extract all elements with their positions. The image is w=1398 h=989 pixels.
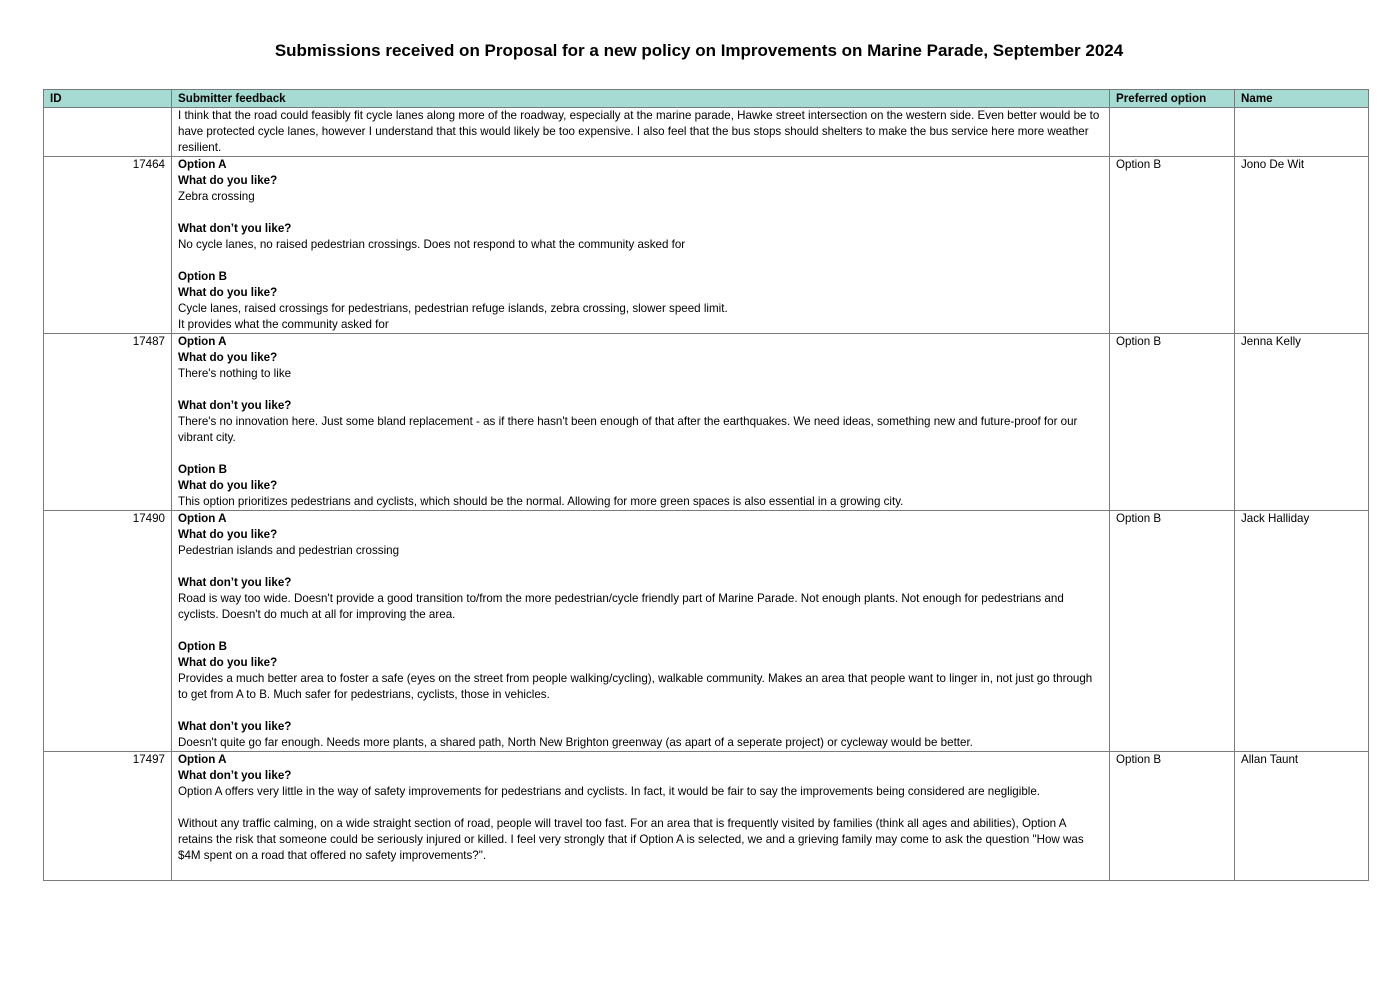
feedback-text xyxy=(178,800,1103,816)
feedback-text xyxy=(178,253,1103,269)
preferred-option: Option B xyxy=(1110,157,1235,334)
submitter-feedback xyxy=(172,752,1110,881)
table-row xyxy=(44,334,1369,511)
feedback-heading: What do you like? xyxy=(178,286,278,299)
submission-id xyxy=(44,108,172,157)
submitter-name xyxy=(1235,108,1369,157)
submitter-name: Jack Halliday xyxy=(1235,511,1369,752)
feedback-heading: Option B xyxy=(178,270,227,283)
feedback-heading: What do you like? xyxy=(178,174,278,187)
table-row xyxy=(44,752,1369,881)
feedback-heading: What do you like? xyxy=(178,351,278,364)
feedback-text: Cycle lanes, raised crossings for pedestrians, pedestrian refuge islands, zebra crossing, slower speed limit. xyxy=(178,302,728,315)
feedback-text: There's no innovation here. Just some bland replacement - as if there hasn't been enough of that after the earthquakes. We need ideas, something new and future-proof for our vibrant city. xyxy=(178,415,1078,444)
column-header-id: ID xyxy=(44,90,172,108)
submitter-name: Jono De Wit xyxy=(1235,157,1369,334)
feedback-text: Zebra crossing xyxy=(178,190,255,203)
column-header-feedback: Submitter feedback xyxy=(172,90,1110,108)
feedback-text xyxy=(178,703,1103,719)
feedback-text: Provides a much better area to foster a safe (eyes on the street from people walking/cycling), walkable community. Makes an area that people want to linger in, not just go through to get from A to B. Much safer for pedestrians, cyclists, those in vehicles. xyxy=(178,672,1093,701)
feedback-text: Doesn't quite go far enough. Needs more plants, a shared path, North New Brighton greenway (as apart of a seperate project) or cycleway would be better. xyxy=(178,736,973,749)
preferred-option: Option B xyxy=(1110,511,1235,752)
submitter-feedback xyxy=(172,108,1110,157)
feedback-text: There's nothing to like xyxy=(178,367,292,380)
feedback-text xyxy=(178,559,1103,575)
table-header-row xyxy=(44,90,1369,108)
feedback-heading: What don’t you like? xyxy=(178,720,292,733)
feedback-text: Pedestrian islands and pedestrian crossing xyxy=(178,544,400,557)
feedback-heading: Option A xyxy=(178,753,227,766)
feedback-text xyxy=(178,623,1103,639)
feedback-heading: What don’t you like? xyxy=(178,399,292,412)
feedback-heading: Option A xyxy=(178,512,227,525)
feedback-heading: What don’t you like? xyxy=(178,222,292,235)
submitter-feedback xyxy=(172,511,1110,752)
feedback-text: I think that the road could feasibly fit cycle lanes along more of the roadway, especially at the marine parade, Hawke street intersection on the western side. Even better would be to have protected cycle lanes, however I understand that this would likely be too expensive. I also feel that the bus stops should shelters to make the bus service here more weather resilient. xyxy=(178,109,1100,154)
table-body xyxy=(44,108,1369,881)
submission-id: 17487 xyxy=(44,334,172,511)
submitter-name: Allan Taunt xyxy=(1235,752,1369,881)
feedback-text xyxy=(178,382,1103,398)
feedback-heading: What do you like? xyxy=(178,656,278,669)
preferred-option: Option B xyxy=(1110,752,1235,881)
table-row xyxy=(44,157,1369,334)
column-header-name: Name xyxy=(1235,90,1369,108)
feedback-text xyxy=(178,864,1103,880)
submissions-table xyxy=(43,89,1369,881)
submitter-name: Jenna Kelly xyxy=(1235,334,1369,511)
feedback-heading: Option A xyxy=(178,158,227,171)
feedback-heading: What don’t you like? xyxy=(178,769,292,782)
page-title: Submissions received on Proposal for a new policy on Improvements on Marine Parade, September 2024 xyxy=(274,41,1124,60)
submission-id: 17490 xyxy=(44,511,172,752)
table-row xyxy=(44,108,1369,157)
feedback-heading: Option A xyxy=(178,335,227,348)
feedback-heading: Option B xyxy=(178,463,227,476)
feedback-heading: What do you like? xyxy=(178,479,278,492)
submission-id: 17497 xyxy=(44,752,172,881)
feedback-text: Without any traffic calming, on a wide straight section of road, people will travel too fast. For an area that is frequently visited by families (think all ages and abilities), Option A retains the risk that someone could be seriously injured or killed. I feel very strongly that if Option A is selected, we and a grieving family may come to ask the question "How was $4M spent on a road that offered no safety improvements?". xyxy=(178,817,1084,862)
feedback-text: It provides what the community asked for xyxy=(178,318,389,331)
column-header-preferred-option: Preferred option xyxy=(1110,90,1235,108)
submitter-feedback xyxy=(172,334,1110,511)
table-row xyxy=(44,511,1369,752)
feedback-text: Option A offers very little in the way of safety improvements for pedestrians and cyclists. In fact, it would be fair to say the improvements being considered are negligible. xyxy=(178,785,1041,798)
feedback-text: This option prioritizes pedestrians and cyclists, which should be the normal. Allowing for more green spaces is also essential in a growing city. xyxy=(178,495,904,508)
preferred-option: Option B xyxy=(1110,334,1235,511)
feedback-text xyxy=(178,446,1103,462)
feedback-text: No cycle lanes, no raised pedestrian crossings. Does not respond to what the community asked for xyxy=(178,238,686,251)
feedback-heading: Option B xyxy=(178,640,227,653)
submission-id: 17464 xyxy=(44,157,172,334)
feedback-heading: What do you like? xyxy=(178,528,278,541)
submitter-feedback xyxy=(172,157,1110,334)
preferred-option xyxy=(1110,108,1235,157)
feedback-heading: What don’t you like? xyxy=(178,576,292,589)
feedback-text xyxy=(178,205,1103,221)
feedback-text: Road is way too wide. Doesn't provide a good transition to/from the more pedestrian/cycle friendly part of Marine Parade. Not enough plants. Not enough for pedestrians and cyclists. Doesn't do much at all for improving the area. xyxy=(178,592,1064,621)
